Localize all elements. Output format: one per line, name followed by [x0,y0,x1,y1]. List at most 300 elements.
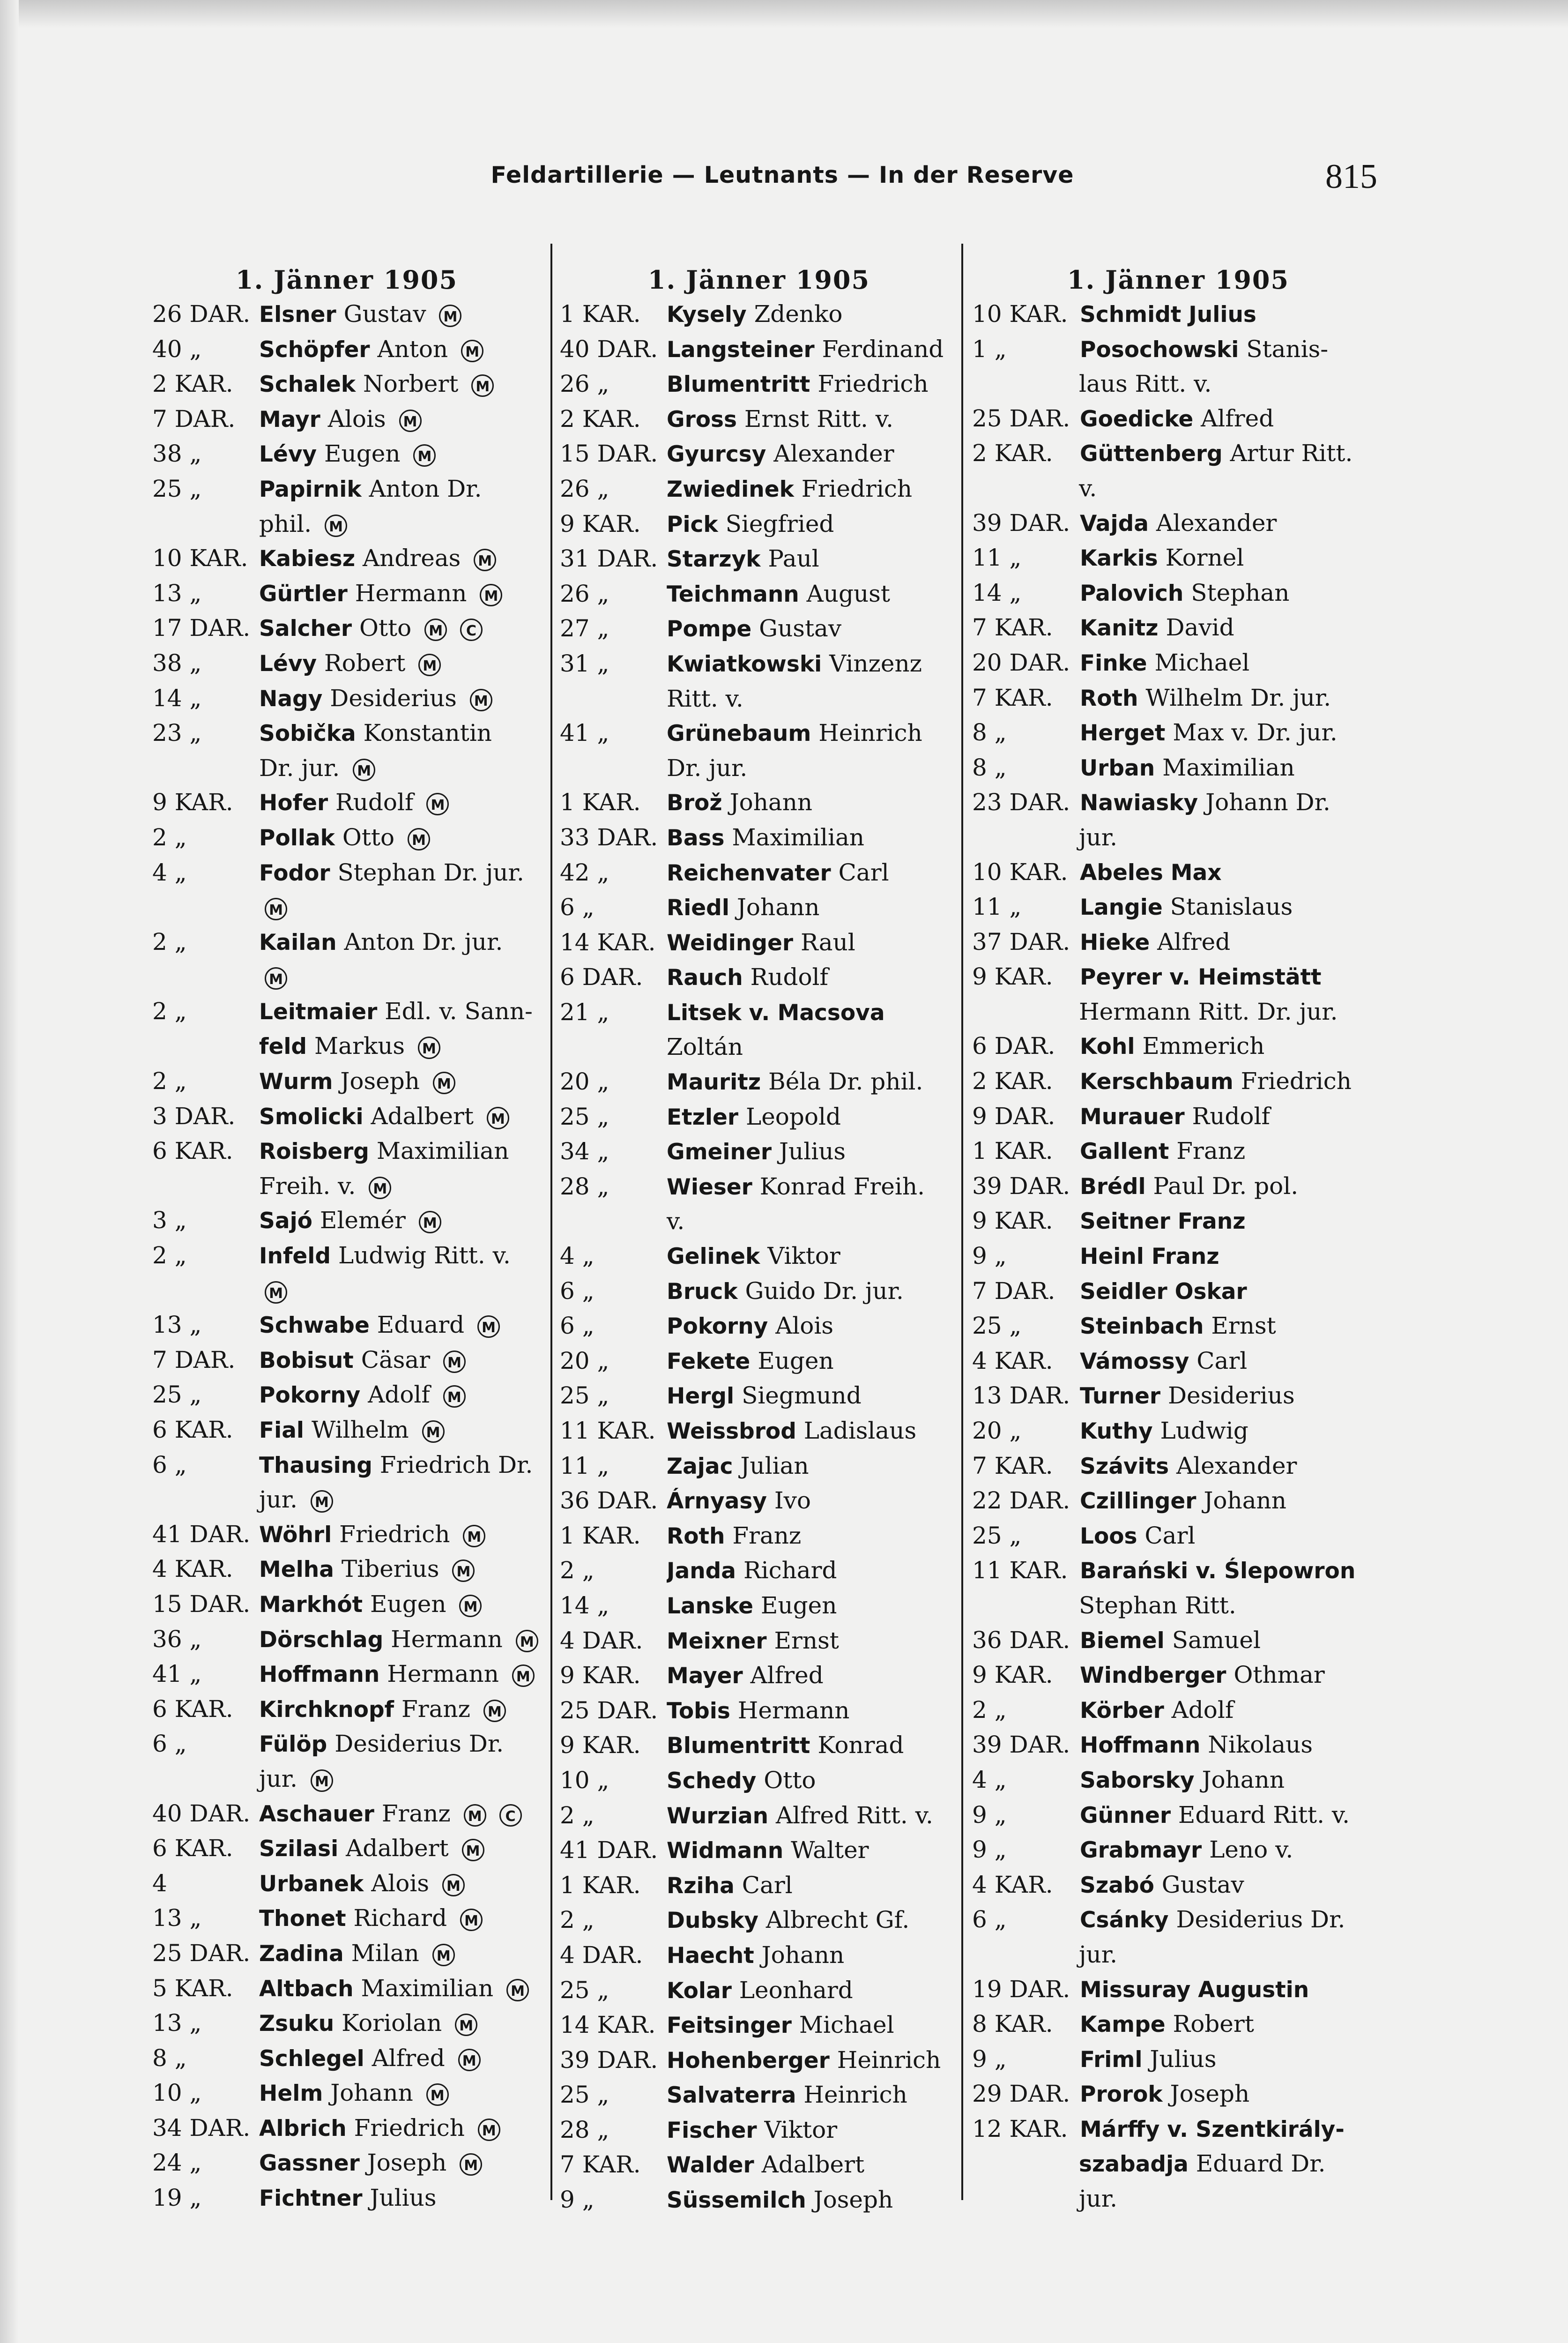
roster-entry-continuation [972,2182,1384,2216]
unit-code: 7 DAR. [152,405,236,433]
officer-name [667,1833,958,1868]
page-edge-shadow [0,0,1568,28]
roster-entry [972,646,1384,681]
unit-code: 11 „ [972,544,1022,572]
surname: Kabiesz [259,546,356,572]
roster-entry [152,994,541,1030]
military-merit-mark-icon: M [422,1420,445,1443]
unit-code: 38 „ [152,649,202,677]
entry-continuation-text: Markus [314,1032,405,1060]
roster-entry [972,1728,1384,1763]
unit-code: 8 „ [972,754,1007,781]
officer-name [1080,855,1384,890]
given-name: Julius [370,2184,437,2212]
surname: Gallent [1080,1139,1169,1165]
given-name: Raul [800,928,855,956]
unit-code: 3 DAR. [152,1102,236,1130]
surname: Weissbrod [667,1418,796,1444]
roster-entry-continuation [152,1483,541,1517]
officer-name [1080,1379,1384,1414]
unit-code: 39 DAR. [972,1172,1070,1200]
officer-name [667,507,958,542]
unit-code: 14 KAR. [560,928,656,956]
given-name: Johann [1202,1766,1285,1793]
officer-name [259,402,541,437]
surname: Altbach [259,1976,354,2002]
roster-entry [152,646,541,681]
unit-code: 6 „ [560,1312,595,1340]
officer-name [259,1413,541,1448]
unit-code: 39 DAR. [972,509,1070,537]
officer-name [1080,1763,1384,1798]
given-name: Robert [1173,2010,1254,2038]
roster-entry [152,1413,541,1448]
column-heading: 1. Jänner 1905 [235,265,458,295]
surname: Fichtner [259,2186,363,2212]
given-name: Edl. v. Sann- [385,997,533,1025]
officer-name [259,437,541,472]
roster-column-1 [152,262,541,2216]
military-merit-mark-icon: M [459,1595,482,1617]
unit-code: 2 „ [152,997,187,1025]
roster-entry [972,2112,1384,2147]
military-merit-mark-icon: M [311,1490,333,1513]
roster-entry [560,1903,958,1938]
officer-name [259,367,541,402]
given-name: Max v. Dr. jur. [1173,719,1338,746]
given-name: Elemér [320,1207,406,1234]
roster-entry [972,785,1384,821]
unit-code: 9 „ [972,1801,1007,1828]
roster-entry [152,925,541,960]
officer-name [667,2078,958,2113]
given-name: Gustav [759,615,842,642]
roster-entry [560,2148,958,2183]
military-merit-mark-icon: M [265,1281,287,1304]
military-merit-mark-icon: M [413,444,436,467]
roster-entry [152,856,541,891]
given-name: Adalbert [346,1835,449,1862]
roster-entry [152,1622,541,1657]
given-name: Eugen [760,1591,837,1619]
unit-code: 1 KAR. [560,789,641,816]
unit-code: 36 DAR. [972,1626,1070,1654]
given-name: Johann [736,894,820,921]
given-name: Anton [377,335,448,363]
given-name: Eugen [324,440,401,468]
officer-name [667,995,958,1030]
unit-code: 25 DAR. [152,1939,251,1967]
roster-entry-continuation [152,1029,541,1064]
surname: Papirnik [259,476,362,502]
entry-continuation-text: laus Ritt. v. [1079,370,1212,398]
unit-code: 3 „ [152,1207,187,1234]
roster-entry [560,2113,958,2148]
roster-entry [152,1064,541,1099]
surname: Árnyasy [667,1488,767,1515]
roster-entry [972,2042,1384,2077]
military-merit-mark-icon: M [443,1385,466,1408]
roster-entry [152,681,541,716]
given-name: Franz [1176,1137,1246,1165]
surname: Herget [1080,720,1166,746]
roster-entry [560,1170,958,1205]
unit-code: 4 KAR. [972,1871,1053,1898]
roster-entry-continuation [152,1274,541,1308]
surname: Kirchknopf [259,1696,394,1723]
roster-entry [560,1624,958,1659]
officer-name [259,297,541,332]
surname: Fial [259,1418,305,1443]
given-name: Rudolf [335,789,414,816]
surname: Czillinger [1080,1488,1196,1515]
roster-entry [972,402,1384,437]
roster-entry [972,1903,1384,1938]
unit-code: 8 KAR. [972,2010,1053,2038]
surname: Abeles [1080,859,1163,886]
roster-entry [152,2041,541,2076]
roster-entry [560,367,958,402]
surname: Kolar [667,1977,732,2004]
given-name: Richard [353,1904,447,1932]
given-name: Tiberius [341,1555,439,1583]
officer-name [259,681,541,716]
officer-name [259,1064,541,1099]
officer-name [667,890,958,925]
roster-entry [152,2076,541,2111]
military-merit-mark-icon: M [460,1909,483,1931]
surname: Pokorny [667,1313,768,1340]
surname: Blumentritt [667,372,810,398]
given-name: Leonhard [739,1976,853,2004]
surname: Brož [667,790,722,816]
surname: Kuthy [1080,1418,1153,1444]
unit-code: 13 „ [152,2009,202,2037]
given-name: Franz [401,1695,470,1723]
unit-code: 36 DAR. [560,1487,658,1515]
roster-entry [560,332,958,367]
officer-name [259,1343,541,1378]
surname: Urban [1080,755,1155,781]
surname: Fekete [667,1348,751,1374]
given-name: Milan [351,1939,419,1967]
officer-name [667,2113,958,2148]
given-name: Ferdinand [822,335,944,363]
roster-entry [972,332,1384,367]
roster-entry [152,1901,541,1936]
officer-name [667,925,958,961]
given-name: Julius [779,1138,846,1165]
unit-code: 26 „ [560,580,609,607]
roster-entry [152,1866,541,1902]
roster-entry [972,576,1384,611]
roster-entry [972,1623,1384,1658]
surname: Zsuku [259,2011,334,2037]
surname: Missuray [1080,1977,1191,2003]
given-name: Cäsar [361,1346,431,1373]
roster-entry [972,611,1384,646]
surname: Salcher [259,616,352,642]
officer-name [1080,332,1384,367]
surname: Helm [259,2081,323,2107]
unit-code: 14 „ [560,1591,609,1619]
roster-entry [560,821,958,856]
surname: Fischer [667,2117,757,2143]
roster-column-3 [972,262,1384,2216]
given-name: Walter [791,1836,869,1864]
surname: Fülöp [259,1731,327,1758]
unit-code: 1 „ [972,335,1007,363]
unit-code: 10 KAR. [972,858,1068,886]
surname: Nagy [259,686,323,712]
unit-code: 4 [152,1869,167,1897]
officer-name [1080,1728,1384,1763]
given-name: Norbert [363,370,459,398]
unit-code: 25 „ [560,2081,609,2109]
officer-name [1080,1868,1384,1903]
given-name: Hermann [387,1660,499,1688]
roster-entry-continuation [560,751,958,786]
officer-name [259,1797,541,1832]
unit-code: 25 „ [560,1976,609,2004]
roster-entry [560,647,958,682]
officer-name [1080,436,1384,471]
officer-name [667,1449,958,1484]
roster-entry [152,2006,541,2041]
unit-code: 25 „ [972,1522,1022,1549]
unit-code: 26 DAR. [152,300,251,328]
given-name: Franz [381,1799,451,1827]
surname: Weidinger [667,930,794,956]
surname: Starzyk [667,546,761,573]
officer-name [667,1798,958,1834]
unit-code: 39 DAR. [972,1731,1070,1759]
given-name: Hermann [355,579,467,607]
unit-code: 33 DAR. [560,823,658,851]
surname: Hergl [667,1383,735,1410]
given-name: Alois [371,1869,430,1897]
given-name: Alexander [1156,509,1277,537]
surname: Zadina [259,1940,344,1967]
officer-name [667,1903,958,1938]
surname: Infeld [259,1243,331,1269]
roster-entry [152,1692,541,1727]
officer-name [1080,1029,1384,1064]
roster-entry [560,960,958,995]
unit-code: 25 „ [152,1381,202,1409]
military-merit-mark-icon: M [325,515,347,537]
roster-entry [152,1308,541,1343]
roster-entry [972,1169,1384,1204]
unit-code: 25 „ [560,1103,609,1130]
given-name: Michael [799,2011,894,2039]
given-name: Adalbert [761,2151,865,2179]
surname: Güttenberg [1080,441,1223,467]
given-name: Carl [742,1871,793,1899]
given-name: Johann [1204,1487,1286,1515]
given-name: v. Szentkirály- [1167,2116,1345,2142]
given-name: Othmar [1234,1661,1325,1689]
unit-code: 9 „ [972,1836,1007,1864]
given-name: Emmerich [1142,1032,1265,1060]
given-name: Guido Dr. jur. [745,1277,904,1305]
roster-entry [972,1134,1384,1169]
unit-code: 2 „ [152,823,187,851]
unit-code: 7 KAR. [560,2151,641,2179]
military-merit-mark-icon: M [418,654,441,676]
officer-name [259,1099,541,1134]
given-name: Maximilian [1162,754,1295,781]
given-name: Carl [1144,1522,1196,1549]
surname: Pokorny [259,1382,361,1409]
roster-entry [152,1239,541,1274]
officer-name [259,576,541,612]
roster-entry [560,1868,958,1903]
officer-name [667,1065,958,1100]
cross-decoration-mark-icon: C [499,1804,522,1827]
surname: Albrich [259,2115,347,2142]
roster-entry-continuation [560,1030,958,1065]
entry-continuation-text: jur. [259,1765,298,1792]
officer-name [1080,681,1384,716]
roster-entry-continuation [560,1204,958,1239]
unit-code: 4 KAR. [972,1347,1053,1374]
given-name: Gustav [1161,1871,1244,1898]
military-merit-mark-icon: M [477,1315,500,1338]
unit-code: 9 KAR. [560,510,641,537]
unit-code: 7 KAR. [972,614,1053,642]
given-name: Alfred [1201,404,1274,432]
roster-entry [560,1449,958,1484]
military-merit-mark-icon: M [311,1769,333,1792]
officer-name [667,1728,958,1763]
officer-name [1080,1309,1384,1344]
military-merit-mark-icon: M [470,689,492,711]
military-merit-mark-icon: M [265,967,287,990]
column-divider [550,244,552,2200]
roster-entry-continuation [152,960,541,994]
surname: Markhót [259,1591,363,1618]
entry-continuation-text: Hermann Ritt. Dr. jur. [1079,998,1338,1025]
surname: Pick [667,511,718,537]
roster-entry [152,1099,541,1134]
military-merit-mark-icon: M [460,2153,482,2176]
roster-entry [560,1519,958,1554]
roster-entry [152,1727,541,1762]
unit-code: 37 DAR. [972,928,1070,955]
given-name: Anton Dr. jur. [344,928,503,955]
officer-name [1080,1484,1384,1519]
entry-continuation-text: Stephan Ritt. [1079,1591,1236,1619]
surname-continuation: feld [259,1034,307,1060]
unit-code: 40 DAR. [560,335,658,363]
given-name: Viktor [767,1242,840,1270]
given-name: Heinrich [837,2046,941,2074]
surname: Hoffmann [1080,1732,1201,1759]
unit-code: 9 „ [972,1242,1007,1270]
officer-name [1080,1099,1384,1134]
military-merit-mark-icon: M [506,1979,529,2001]
given-name: Ernst [1211,1312,1276,1340]
surname: Heinl [1080,1244,1144,1270]
officer-name [667,1484,958,1519]
unit-code: 23 „ [152,719,202,747]
officer-name [1080,716,1384,751]
unit-code: 9 KAR. [152,789,233,816]
given-name: Samuel [1172,1626,1261,1654]
unit-code: 10 KAR. [972,300,1068,328]
unit-code: 1 KAR. [972,1137,1053,1165]
given-name: Koriolan [342,2009,442,2037]
surname: Schmidt [1080,302,1182,328]
surname: Hoffmann [259,1662,380,1688]
given-name: Stephan Dr. jur. [337,858,524,886]
given-name: Friedrich [817,370,929,398]
officer-name [1080,1414,1384,1449]
roster-entry-continuation [152,1762,541,1797]
officer-name [259,611,541,646]
surname: Gmeiner [667,1139,772,1165]
unit-code: 4 DAR. [560,1941,643,1969]
officer-name [667,367,958,402]
column-divider [961,244,963,2200]
roster-entry [972,1099,1384,1134]
unit-code: 25 DAR. [560,1696,658,1724]
surname: Kampe [1080,2012,1166,2038]
unit-code: 7 DAR. [972,1277,1055,1305]
surname: Roth [667,1523,725,1549]
surname: Blumentritt [667,1733,810,1759]
roster-entry [560,1553,958,1589]
given-name: Stanislaus [1170,893,1293,921]
officer-name [667,647,958,682]
unit-code: 2 KAR. [152,370,233,398]
officer-name [259,1308,541,1343]
military-merit-mark-icon: M [353,759,375,781]
surname: Windberger [1080,1663,1226,1689]
unit-code: 29 DAR. [972,2080,1070,2108]
unit-code: 7 KAR. [972,1452,1053,1479]
military-merit-mark-icon: M [452,1560,475,1582]
roster-entry [972,751,1384,786]
officer-name [259,1866,541,1902]
surname: Wurzian [667,1803,769,1829]
given-name: Alexander [1176,1452,1297,1479]
surname: Vámossy [1080,1348,1189,1374]
given-name: Friedrich [354,2114,465,2142]
surname: Walder [667,2152,754,2179]
unit-code: 20 „ [560,1347,609,1374]
surname: Leitmaier [259,999,378,1025]
roster-entry [152,1343,541,1378]
given-name: Max [1170,859,1222,886]
given-name: Joseph [367,2149,447,2177]
given-name: Alexander [773,440,894,468]
surname: Mauritz [667,1069,761,1096]
surname: Posochowski [1080,336,1239,363]
given-name: Siegmund [742,1382,862,1410]
roster-entry-continuation [972,995,1384,1030]
officer-name [1080,751,1384,786]
surname: Friml [1080,2046,1143,2073]
unit-code: 6 KAR. [152,1835,233,1862]
roster-entry-continuation [972,2147,1384,2182]
surname: Meixner [667,1628,767,1654]
officer-name [1080,2112,1384,2147]
given-name: v. Heimstätt [1169,964,1322,991]
unit-code: 41 DAR. [152,1520,251,1548]
unit-code: 2 „ [152,1067,187,1095]
